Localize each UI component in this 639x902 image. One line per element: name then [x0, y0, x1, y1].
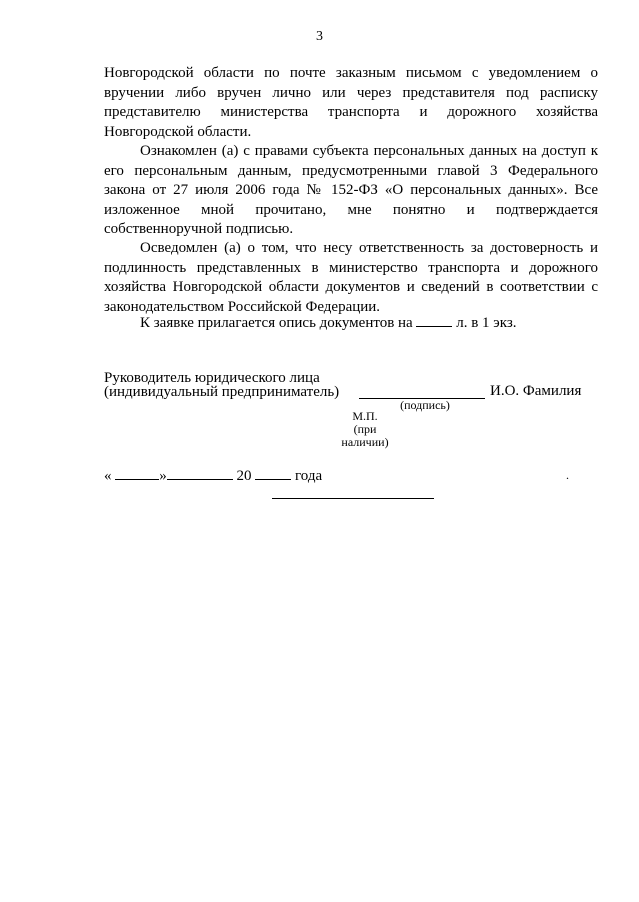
paragraph-delivery: Новгородской области по почте заказным письмом с уведомлением о вручении либо вручен лично или через представителя под расписку представителю министерства транспорта и дорожного хозяйства Новгородской области. — [104, 65, 598, 140]
date-day-blank[interactable] — [115, 466, 159, 480]
date-month-blank[interactable] — [167, 466, 233, 480]
registration-line[interactable] — [272, 498, 434, 499]
date-close-quote: » — [159, 468, 167, 484]
stamp-label: М.П. — [352, 409, 378, 423]
date-open-quote: « — [104, 468, 112, 484]
paragraph-personal-data: Ознакомлен (а) с правами субъекта персональных данных на доступ к его персональным данным, предусмотренными главой 3 Федерального закона от 27 июля 2006 года № 152-ФЗ «О персональных данных». Все изложенное мной прочитано, мне понятно и подтверждается собственноручной подписью. — [104, 143, 598, 237]
date-line — [104, 466, 322, 485]
date-year-suffix: года — [295, 468, 323, 484]
signer-role-line1: Руководитель юридического лица — [104, 370, 320, 386]
attachment-text: К заявке прилагается опись документов на — [140, 315, 413, 331]
page-number: 3 — [316, 29, 323, 44]
signer-name: И.О. Фамилия — [490, 383, 582, 399]
signature-caption: (подпись) — [400, 398, 450, 412]
attachment-line — [140, 313, 517, 332]
paragraph-responsibility: Осведомлен (а) о том, что несу ответственность за достоверность и подлинность представленных в министерство транспорта и дорожного хозяйства Новгородской области документов и сведений в соответствии с законодательством Российской Федерации. — [104, 240, 598, 315]
corner-mark: . — [566, 468, 569, 482]
signer-role-line2: (индивидуальный предприниматель) — [104, 384, 340, 400]
date-year-prefix: 20 — [236, 468, 252, 484]
stamp-note-line1: (при — [353, 422, 377, 436]
stamp-note-line2: наличии) — [341, 435, 389, 449]
attachment-pages-blank[interactable] — [416, 313, 452, 327]
date-year-blank[interactable] — [255, 466, 291, 480]
attachment-copies-text: л. в 1 экз. — [456, 315, 517, 331]
